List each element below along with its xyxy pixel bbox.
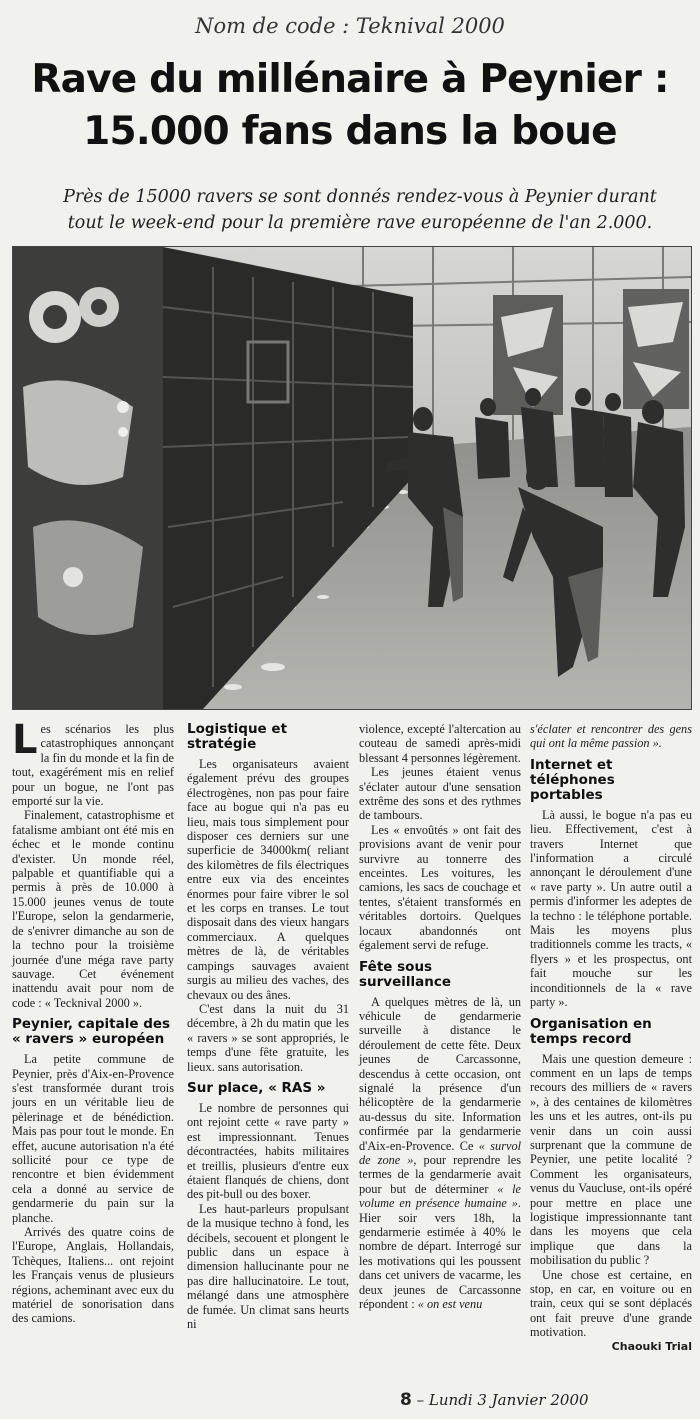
internet-paragraph: Là aussi, le bogue n'a pas eu lieu. Effectivement, c'est à travers Internet que l'information a circulé annonçant le déroulement d'une « rave party ». Un autre outil a permis d'informer les adeptes de la techno : le téléphone portable. Mais les moyens plus traditionnels comme les tracts, « flyers » et les prospectus, ont fait mouche sur les inconditionnels de la « rave party ». [530, 807, 692, 1010]
article-lede: Près de 15000 ravers se sont donnés rendez-vous à Peynier durant tout le week-end pour la première rave européenne de l'an 2.000. [63, 187, 657, 233]
article-kicker: Nom de code : Teknival 2000 [195, 14, 505, 38]
article-headline [0, 54, 700, 158]
column-1 [12, 717, 174, 1326]
column-4 [530, 722, 692, 1354]
fete-quote-2: « le volume en présence humaine » [359, 1181, 522, 1211]
subheading-fete: Fête sous surveillance [359, 958, 452, 990]
logistique-paragraph-1: Les organisateurs avaient également prévu des groupes électrogènes, non pas pour faire face au bogue qui n'a pas eu lieu, mais tous simplement pour disposer ces derniers sur une superficie de 34000km( reliant des kilomètres de fils électriques entre eux via des enceintes énormes pour faire vibrer le sol et les corps en transes. Le tout disposait dans des vieux hangars commerciaux. A quelques mètres de là, de véritables campings sauvages avaient surgis au milieu des vaches, des chevaux ou des ânes. [187, 757, 349, 1002]
fete-text-a: A quelques mètres de là, un véhicule de gendarmerie surveille à distance le déroulement de cette fête. Deux jeunes de Carcassonne, descendus à cette occasion, ont signalé la présence d'un hélicoptère de la gendarmerie au-dessus du site. Information confirmée par la gendarmerie d'Aix-en-Provence. Ce [359, 994, 521, 1153]
col4-quote: s'éclater et rencontrer des gens qui ont la même passion ». [530, 722, 692, 751]
headline-line-1: Rave du millénaire à Peynier : [31, 57, 669, 102]
fete-text-b: , pour reprendre les termes de la gendarmerie avait pour but de déterminer [359, 1152, 521, 1196]
page-number: 8 [400, 1390, 412, 1410]
photo-illustration [13, 247, 691, 709]
ras-paragraph-2: Les haut-parleurs propulsant de la musique techno à fond, les décibels, secouent et plongent le public dans un espace à dimension hallucinante pour ne pas dire hallucinatoire. Le tout, mélangé dans une atmosphère de fumée. Un climat sans heurts ni [187, 1201, 349, 1332]
article-columns [12, 717, 692, 1382]
col3-paragraph-1: violence, excepté l'altercation au couteau de samedi après-midi blessant 4 personnes légèrement. [359, 722, 521, 765]
organisation-paragraph-1: Mais une question demeure : comment en un laps de temps recours des milliers de « ravers », à des centaines de kilomètres les uns et les autres, ont-ils pu venir dans un coin aussi surprenant que la commune de Peynier, une petite localité ? Comment les organisateurs, venus du Vaucluse, ont-ils opéré pour mettre en place une logistique impressionnante tant dans les moyens que cela implique que dans la mobilisation du public ? [530, 1051, 692, 1268]
peynier-paragraph-2: Arrivés des quatre coins de l'Europe, Anglais, Hollandais, Tchèques, Italiens... ont rejoint les Français venus de plusieurs régions, acheminant avec eux du matériel de sonorisation dans des camions. [12, 1225, 174, 1326]
ras-paragraph-1: Le nombre de personnes qui ont rejoint cette « rave party » est impressionnant. Tenues décontractées, habits militaires et treillis, plusieurs d'entre eux étaient flanqués de chiens, dont des pit-bull ou des boxer. [187, 1100, 349, 1202]
subheading-organisation: Organisation en temps record [530, 1015, 652, 1047]
subheading-logistique: Logistique et stratégie [187, 721, 288, 752]
subheading-ras: Sur place, « RAS » [187, 1079, 326, 1096]
intro-paragraph [12, 717, 174, 809]
intro-paragraph-2: Finalement, catastrophisme et fatalisme ambiant ont été mis en échec et le monde continu d'exister. Un monde réel, palpable et quantifiable qui a permis à près de 10.000 à 15.000 jeunes venus de toute l'Europe, selon la gendarmerie, de s'enivrer dimanche au son de la techno pour la troisième journée d'une méga rave party sauvage. Cet événement inattendu avait pour nom de code : « Tecknival 2000 ». [12, 808, 174, 1010]
page-footer [400, 1390, 700, 1412]
column-3 [359, 722, 521, 1311]
article-photo [12, 246, 692, 710]
subheading-peynier: Peynier, capitale des « ravers » européen [12, 1016, 171, 1048]
intro-text: es scénarios les plus catastrophiques annonçant la fin du monde et la fin de tout, exagérément mis en relief pour un bogue, ne l'ont pas emporté sur la vie. [12, 722, 174, 809]
logistique-paragraph-2: C'est dans la nuit du 31 décembre, à 2h du matin que les « ravers » se sont appropriés, le temps d'une fête gratuite, les lieux. sans autorisation. [187, 1001, 349, 1074]
organisation-paragraph-2: Une chose est certaine, en stop, en car, en voiture ou en train, ceux qui se sont déplacés ont fait preuve d'une grande motivation. [530, 1267, 692, 1340]
col3-paragraph-3: Les « envoûtés » ont fait des provisions avant de venir pour survivre au tonnerre des enceintes. Les voitures, les camions, les sacs de couchage et tentes, s'étaient transformés en véritables dortoirs. Quelques locaux abandonnés ont également servi de refuge. [359, 822, 521, 953]
peynier-paragraph-1: La petite commune de Peynier, près d'Aix-en-Provence s'est transformée durant trois jours en un véritable lieu de pèlerinage et de bénédiction. Mais pas pour tout le monde. En effet, aucune autorisation n'a été sollicité pour ce type de rencontre et bien évidemment cela a donné au service de gendarmerie du pain sur la planche. [12, 1052, 174, 1225]
fete-quote-1: « survol de zone » [359, 1138, 522, 1167]
col3-paragraph-2: Les jeunes étaient venus s'éclater autour d'une sensation extrême des sons et des rythmes de tambours. [359, 765, 521, 823]
fete-text-c: . Hier soir vers 18h, la gendarmerie estimée à 40% le nombre de départ. Interrogé sur les motivations qui les poussent dans cet univers de vacarme, les deux jeunes de Carcassonne répondent : [359, 1196, 521, 1312]
footer-separator: – [416, 1391, 425, 1409]
dropcap-letter: L [12, 717, 38, 763]
author-byline: Chaouki Trial [611, 1339, 692, 1353]
fete-paragraph [359, 995, 521, 1312]
column-2 [187, 722, 349, 1331]
issue-date: Lundi 3 Janvier 2000 [428, 1391, 589, 1409]
headline-line-2: 15.000 fans dans la boue [83, 109, 617, 154]
fete-quote-3: « on est venu [417, 1297, 483, 1312]
subheading-internet: Internet et téléphones portables [530, 756, 615, 803]
